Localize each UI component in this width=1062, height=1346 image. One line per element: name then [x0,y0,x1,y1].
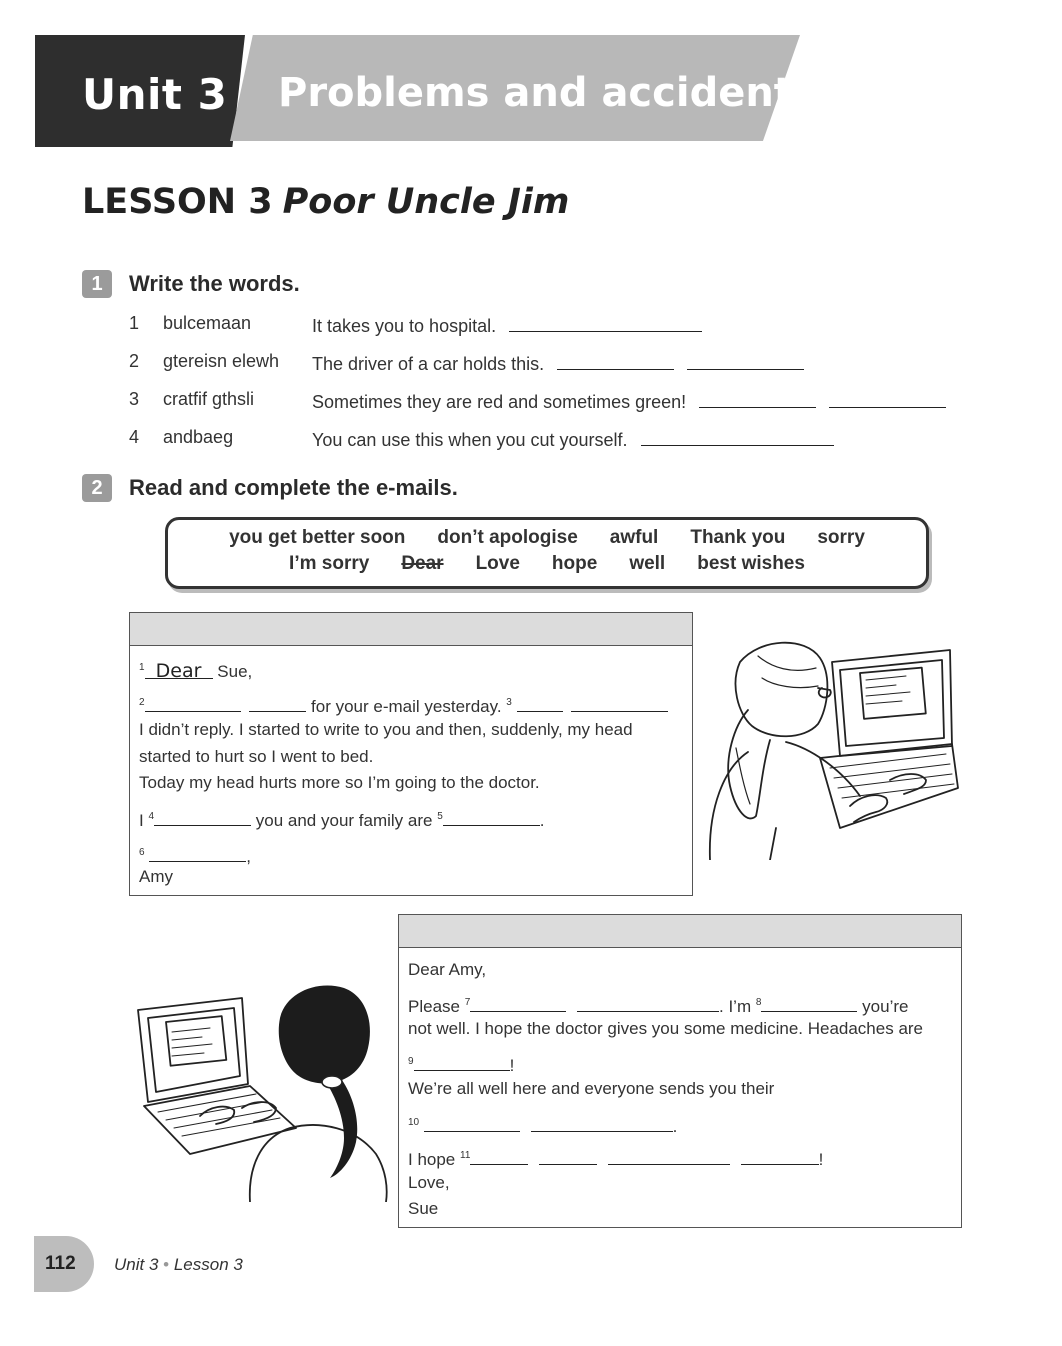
lesson-subtitle: Poor Uncle Jim [282,182,570,222]
gap-number: 1 [139,662,145,673]
exercise-1-number: 1 [82,270,112,298]
ex1-row-3-word: cratfif gthsli [163,389,255,409]
girl-at-laptop-illustration [700,628,962,860]
word-chip: Thank you [690,527,786,548]
lesson-label: LESSON 3 [82,182,273,222]
email2-text: . I’m [719,997,752,1016]
word-chip: Love [475,553,520,574]
answer-blank[interactable] [470,993,566,1012]
email1-text: . [539,811,545,830]
answer-blank[interactable] [249,693,306,712]
gap-number: 3 [506,697,512,708]
word-chip: best wishes [697,553,805,574]
footer-bullet: • [163,1255,170,1274]
email1-text: for your e-mail yesterday. [311,697,502,716]
answer-blank[interactable] [470,1146,528,1165]
answer-blank[interactable] [741,1146,819,1165]
word-chip: you get better soon [229,527,406,548]
gap-number: 7 [464,997,471,1008]
answer-blank[interactable] [571,693,668,712]
email2-text: . [672,1117,678,1136]
ex1-row-4-number: 4 [129,427,140,447]
gap-number: 11 [460,1150,471,1161]
answer-blank[interactable] [517,693,563,712]
ex1-row-1-number: 1 [129,313,140,333]
answer-blank[interactable] [509,313,702,332]
word-chip: awful [609,527,659,548]
word-chip: sorry [817,527,865,548]
word-chip: well [629,553,666,574]
email1-signature: Amy [139,867,173,886]
word-chip: hope [551,553,598,574]
email1-text: started to hurt so I went to bed. [139,747,374,766]
email1-line-6 [139,843,251,867]
email2-closing: Love, [408,1173,450,1192]
email2-text: not well. I hope the doctor gives you some medicine. Headaches are [408,1019,924,1038]
word-box-line-2 [168,553,926,575]
email1-line-greeting [139,660,252,682]
answer-blank[interactable] [641,427,834,446]
email2-greeting: Dear Amy, [408,960,487,979]
answer-blank[interactable] [577,993,719,1012]
email2-text: We’re all well here and everyone sends you their [408,1079,775,1098]
gap-number: 10 [408,1117,420,1128]
word-chip: don’t apologise [437,527,578,548]
girl-typing-illustration [130,978,392,1202]
answer-blank[interactable] [424,1113,520,1132]
email2-line-11 [408,1146,823,1170]
word-box [165,517,929,589]
ex1-row-4-word: andbaeg [163,427,234,447]
word-chip: I’m sorry [289,553,370,574]
answer-blank[interactable] [699,389,816,408]
email1-line-4 [139,807,545,831]
exercise-2-title: Read and complete the e-mails. [129,475,458,500]
email1-line-2 [139,693,668,717]
answer-blank[interactable] [687,351,804,370]
email1-recipient: Sue, [217,662,253,681]
ex1-row-4-clue-text: You can use this when you cut yourself. [312,430,628,450]
gap-number: 9 [408,1056,414,1067]
answer-blank[interactable] [531,1113,673,1132]
ex1-row-1-clue-text: It takes you to hospital. [312,316,497,336]
gap-number: 6 [139,847,145,858]
ex1-row-2-clue-text: The driver of a car holds this. [312,354,545,374]
gap-number: 2 [139,697,145,708]
gap-number: 8 [755,997,762,1008]
email1-text: I [139,811,144,830]
ex1-row-2-clue [312,351,804,375]
exercise-2-number: 2 [82,474,112,502]
email2-line-7 [408,993,908,1017]
ex1-row-1-word: bulcemaan [163,313,252,333]
footer-lesson: Lesson 3 [173,1255,243,1274]
answer-blank[interactable] [145,693,241,712]
example-answer: Dear [155,660,202,682]
ex1-row-3-number: 3 [129,389,140,409]
gap-number: 5 [437,811,443,822]
lesson-heading [82,182,569,222]
ex1-row-3-clue [312,389,946,413]
answer-blank[interactable] [145,660,213,682]
ex1-row-4-clue [312,427,834,451]
answer-blank[interactable] [149,843,246,862]
answer-blank[interactable] [414,1052,510,1071]
answer-blank[interactable] [608,1146,730,1165]
word-chip-used: Dear [401,553,444,574]
answer-blank[interactable] [443,807,540,826]
footer-caption [114,1255,243,1275]
answer-blank[interactable] [829,389,946,408]
email2-text: ! [509,1056,515,1075]
email1-text: , [246,847,252,866]
email2-signature: Sue [408,1199,439,1218]
answer-blank[interactable] [557,351,674,370]
email2-text: I hope [408,1150,456,1169]
email1-text: I didn’t reply. I started to write to you and then, suddenly, my head [139,720,633,739]
email2-text: you’re [862,997,909,1016]
email2-line-10 [408,1113,677,1137]
word-box-line-1 [168,527,926,549]
email-header-bar [130,613,692,646]
ex1-row-3-clue-text: Sometimes they are red and sometimes green! [312,392,687,412]
email1-text: you and your family are [255,811,433,830]
gap-number: 4 [148,811,155,822]
email2-text: Please [408,997,460,1016]
exercise-1-title: Write the words. [129,271,300,296]
email-header-bar [399,915,961,948]
page-number: 112 [45,1253,76,1274]
ex1-row-2-number: 2 [129,351,140,371]
unit-title: Problems and accidents [278,70,817,116]
answer-blank[interactable] [761,993,857,1012]
footer-unit: Unit 3 [114,1255,159,1274]
ex1-row-2-word: gtereisn elewh [163,351,280,371]
answer-blank[interactable] [154,807,251,826]
ex1-row-1-clue [312,313,702,337]
answer-blank[interactable] [539,1146,597,1165]
email2-line-9 [408,1052,514,1076]
unit-label: Unit 3 [82,70,228,119]
email1-text: Today my head hurts more so I’m going to the doctor. [139,773,540,792]
email2-text: ! [818,1150,824,1169]
